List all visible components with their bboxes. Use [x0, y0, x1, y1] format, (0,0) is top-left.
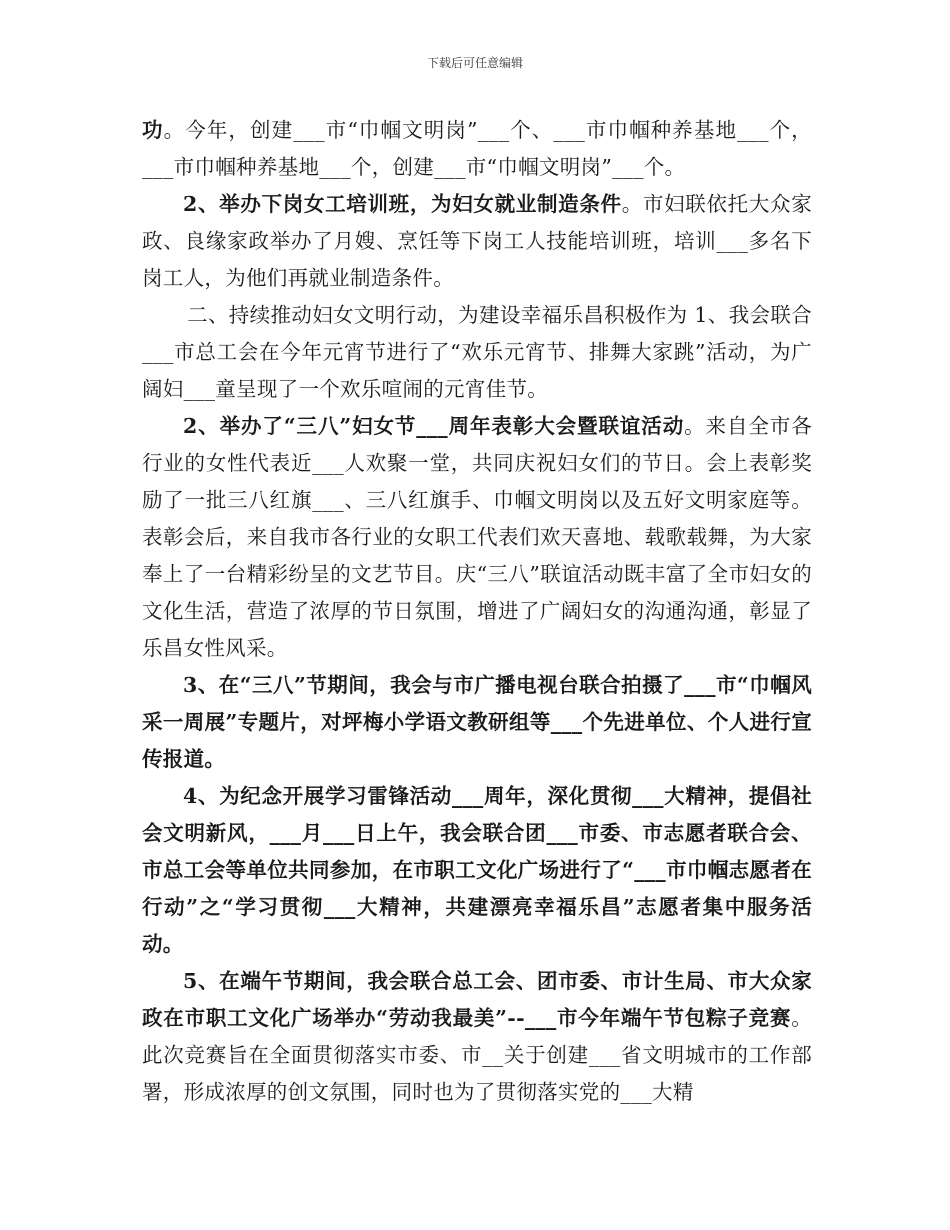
paragraph-7	[142, 963, 812, 1111]
paragraph-1	[142, 112, 812, 186]
document-body	[142, 112, 812, 1111]
paragraph-5-bold: 3、在“三八”节期间，我会与市广播电视台联合拍摄了___市“巾帼风采一周展”专题片，对坪梅小学语文教研组等___个先进单位、个人进行宣传报道。	[142, 673, 812, 771]
paragraph-3	[142, 297, 812, 408]
paragraph-4-text: 。来自全市各行业的女性代表近___人欢聚一堂，共同庆祝妇女们的节日。会上表彰奖励了一批三八红旗___、三八红旗手、巾帼文明岗以及五好文明家庭等。表彰会后，来自我市各行业的女职工代表们欢天喜地、载歌载舞，为大家奉上了一台精彩纷呈的文艺节目。庆“三八”联谊活动既丰富了全市妇女的文化生活，营造了浓厚的节日氛围，增进了广阔妇女的沟通沟通，彰显了乐昌女性风采。	[142, 414, 812, 660]
paragraph-2-bold: 2、举办下岗女工培训班，为妇女就业制造条件	[183, 192, 622, 216]
paragraph-6-bold: 4、为纪念开展学习雷锋活动___周年，深化贯彻___大精神，提倡社会文明新风，___月___日上午，我会联合团___市委、市志愿者联合会、市总工会等单位共同参加，在市职工文化广场进行了“___市巾帼志愿者在行动”之“学习贯彻___大精神，共建漂亮幸福乐昌”志愿者集中服务活动。	[142, 784, 812, 956]
paragraph-2	[142, 186, 812, 297]
paragraph-4	[142, 408, 812, 667]
paragraph-1-text: 。今年，创建___市“巾帼文明岗”___个、___市巾帼种养基地___个，___市巾帼种养基地___个，创建___市“巾帼文明岗”___个。	[142, 118, 812, 179]
paragraph-7-bold: 5、在端午节期间，我会联合总工会、团市委、市计生局、市大众家政在市职工文化广场举办“劳动我最美”--___市今年端午节包粽子竞赛	[142, 969, 812, 1030]
paragraph-3-text: 二、持续推动妇女文明行动，为建设幸福乐昌积极作为 1、我会联合___市总工会在今年元宵节进行了“欢乐元宵节、排舞大家跳”活动，为广阔妇___童呈现了一个欢乐喧闹的元宵佳节。	[142, 303, 812, 401]
paragraph-7-text: 。此次竞赛旨在全面贯彻落实市委、市__关于创建___省文明城市的工作部署，形成浓厚的创文氛围，同时也为了贯彻落实党的___大精	[142, 1006, 812, 1104]
paragraph-5	[142, 667, 812, 778]
paragraph-4-bold: 2、举办了“三八”妇女节___周年表彰大会暨联谊活动	[183, 414, 685, 438]
page-header: 下载后可任意编辑	[426, 56, 523, 70]
paragraph-2-text: 。市妇联依托大众家政、良缘家政举办了月嫂、烹饪等下岗工人技能培训班，培训___多名下岗工人，为他们再就业制造条件。	[142, 192, 813, 290]
paragraph-1-bold: 功	[142, 118, 164, 142]
paragraph-6	[142, 778, 812, 963]
